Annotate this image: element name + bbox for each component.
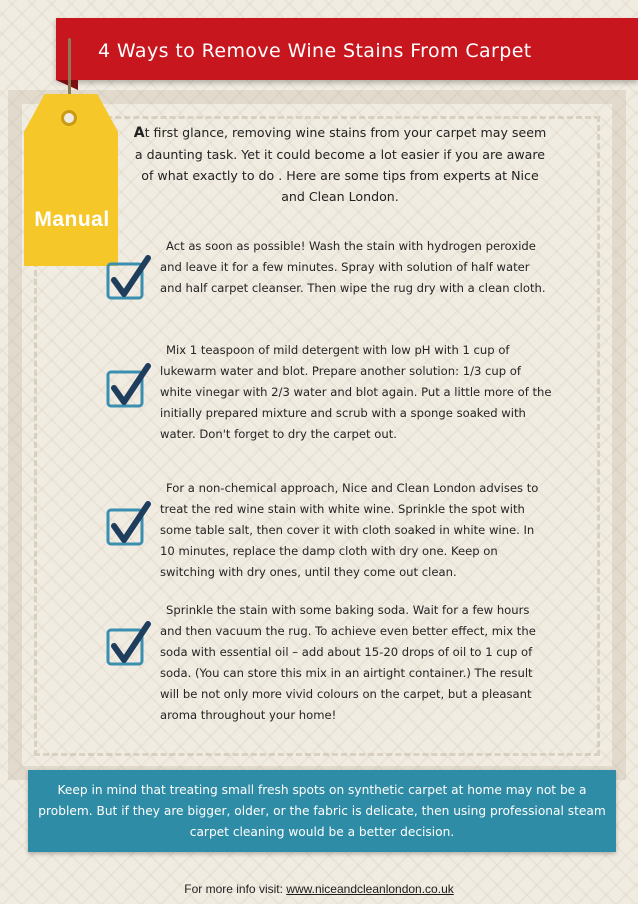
tip-text: Act as soon as possible! Wash the stain with hydrogen peroxide and leave it for a few minutes. Spray with solution of half water and half carpet cleanser. Then wipe the rug dry with a clean cloth. <box>160 239 546 295</box>
advice-banner <box>28 770 616 852</box>
page-title: 4 Ways to Remove Wine Stains From Carpet <box>98 40 532 62</box>
checkbox-checked-icon <box>104 362 154 412</box>
intro-text: t first glance, removing wine stains from your carpet may seem a daunting task. Yet it could become a lot easier if you are aware of what exactly to do . Here are some tips from experts at Nice and Clean London. <box>134 125 547 204</box>
manual-tag <box>24 38 120 238</box>
banner-text: Keep in mind that treating small fresh spots on synthetic carpet at home may not be a problem. But if they are bigger, older, or the fabric is delicate, then using professional steam carpet cleaning would be a better decision. <box>38 783 606 839</box>
tip-text: Mix 1 teaspoon of mild detergent with low pH with 1 cup of lukewarm water and blot. Prepare another solution: 1/3 cup of white vinegar with 2/3 water and blot again. Put a little more of the initially prepared mixture and scrub with a sponge soaked with water. Don't forget to dry the carpet out. <box>160 343 552 441</box>
tag-label: Manual <box>34 208 110 231</box>
intro-paragraph <box>130 122 550 207</box>
intro-first-letter: A <box>133 125 145 141</box>
checkbox-checked-icon <box>104 620 154 670</box>
checkbox-checked-icon <box>104 254 154 304</box>
footer <box>0 882 638 896</box>
tip-text: For a non-chemical approach, Nice and Clean London advises to treat the red wine stain with white wine. Sprinkle the spot with some table salt, then cover it with cloth soaked in white wine. In 10 minutes, replace the damp cloth with dry one. Keep on switching with dry ones, until they come out clean. <box>160 481 539 579</box>
tip-text: Sprinkle the stain with some baking soda. Wait for a few hours and then vacuum the rug. To achieve even better effect, mix the soda with essential oil – add about 15-20 drops of oil to 1 cup of soda. (You can store this mix in an airtight container.) The result will be not only more vivid colours on the carpet, but a pleasant aroma throughout your home! <box>160 603 536 722</box>
footer-link[interactable]: www.niceandcleanlondon.co.uk <box>286 882 454 896</box>
checkbox-checked-icon <box>104 500 154 550</box>
footer-prefix: For more info visit: <box>184 882 283 896</box>
tag-hole <box>61 110 77 126</box>
